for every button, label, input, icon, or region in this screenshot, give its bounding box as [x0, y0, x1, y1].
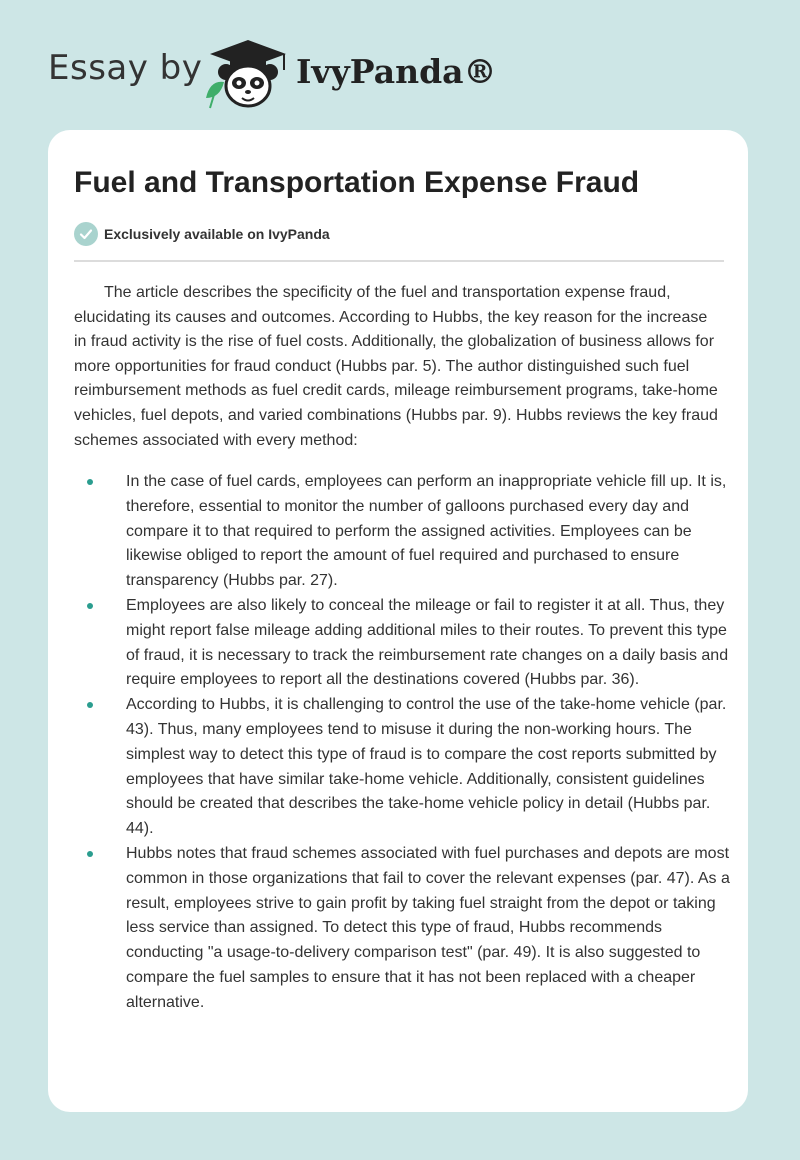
fraud-schemes-list [74, 470, 734, 1016]
brand-name[interactable]: IvyPanda® [296, 52, 497, 91]
bullet-dot-icon [87, 702, 93, 708]
list-item-text: Employees are also likely to conceal the mileage or fail to register it at all. Thus, they might report false mileage adding additional miles to their routes. To prevent this type of fraud, it is necessary to track the reimbursement rate changes on a daily basis and require employees to report all the destinations covered (Hubbs par. 36). [126, 596, 729, 689]
panda-graduate-logo-icon[interactable] [200, 36, 292, 110]
list-item [74, 594, 734, 693]
bullet-dot-icon [87, 479, 93, 485]
list-item [74, 470, 734, 594]
bullet-dot-icon [87, 603, 93, 609]
exclusive-badge [74, 222, 330, 246]
check-icon [74, 222, 98, 246]
list-item-text: In the case of fuel cards, employees can perform an inappropriate vehicle fill up. It is, therefore, essential to monitor the number of galloons purchased every day and compare it to that required to perform the assigned activities. Employees can be likewise obliged to report the amount of fuel required and purchased to ensure transparency (Hubbs par. 27). [126, 473, 727, 590]
exclusive-badge-label: Exclusively available on IvyPanda [104, 226, 330, 242]
essay-by-label: Essay by [48, 48, 203, 88]
site-header [0, 0, 800, 130]
intro-paragraph: The article describes the specificity of the fuel and transportation expense fraud, elucidating its causes and outcomes. According to Hubbs, the key reason for the increase in fraud activity is the rise of fuel costs. Additionally, the globalization of business allows for more opportunities for fraud conduct (Hubbs par. 5). The author distinguished such fuel reimbursement methods as fuel credit cards, mileage reimbursement programs, take-home vehicles, fuel depots, and varied combinations (Hubbs par. 9). Hubbs reviews the key fraud schemes associated with every method: [74, 284, 718, 449]
page-title: Fuel and Transportation Expense Fraud [74, 166, 640, 199]
list-item-text: Hubbs notes that fraud schemes associated with fuel purchases and depots are most common in those organizations that fail to cover the relevant expenses (par. 47). As a result, employees strive to gain profit by taking fuel straight from the depot or taking less service than assigned. To detect this type of fraud, Hubbs recommends conducting "a usage-to-delivery comparison test" (par. 49). It is also suggested to compare the fuel samples to ensure that it has not been replaced with a cheaper alternative. [126, 844, 730, 1011]
divider [74, 260, 724, 262]
essay-card [48, 130, 748, 1112]
list-item [74, 693, 734, 842]
list-item [74, 842, 734, 1016]
list-item-text: According to Hubbs, it is challenging to control the use of the take-home vehicle (par. 43). Thus, many employees tend to misuse it during the non-working hours. The simplest way to detect this type of fraud is to compare the cost reports submitted by employees that have similar take-home vehicle. Additionally, consistent guidelines should be created that describes the take-home vehicle policy in detail (Hubbs par. 44). [126, 696, 727, 838]
bullet-dot-icon [87, 851, 93, 857]
